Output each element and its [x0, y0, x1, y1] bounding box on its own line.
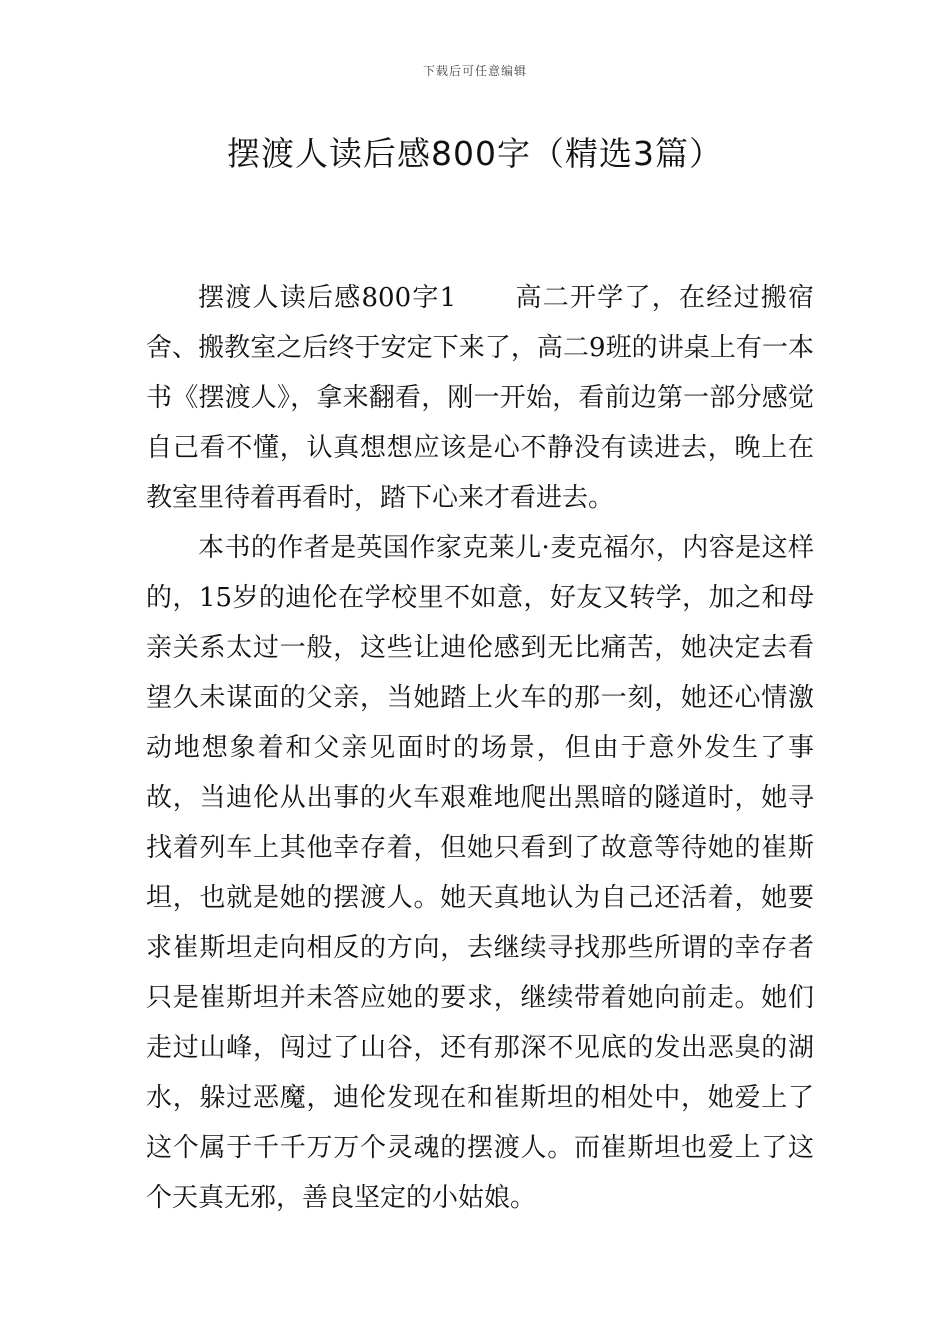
paragraph-1-text: 高二开学了，在经过搬宿舍、搬教室之后终于安定下来了，高二9班的讲桌上有一本书《摆渡人》，拿来翻看，刚一开始，看前边第一部分感觉自己看不懂，认真想想应该是心不静没有读进去，晚上在教室里待着再看时，踏下心来才看进去。	[146, 283, 814, 513]
document-title: 摆渡人读后感800字（精选3篇）	[227, 134, 723, 173]
document-body	[146, 273, 814, 1223]
paragraph-2: 本书的作者是英国作家克莱儿·麦克福尔，内容是这样的，15岁的迪伦在学校里不如意，好友又转学，加之和母亲关系太过一般，这些让迪伦感到无比痛苦，她决定去看望久未谋面的父亲，当她踏上火车的那一刻，她还心情激动地想象着和父亲见面时的场景，但由于意外发生了事故，当迪伦从出事的火车艰难地爬出黑暗的隧道时，她寻找着列车上其他幸存着，但她只看到了故意等待她的崔斯坦，也就是她的摆渡人。她天真地认为自己还活着，她要求崔斯坦走向相反的方向，去继续寻找那些所谓的幸存者只是崔斯坦并未答应她的要求，继续带着她向前走。她们走过山峰，闯过了山谷，还有那深不见底的发出恶臭的湖水，躲过恶魔，迪伦发现在和崔斯坦的相处中，她爱上了这个属于千千万万个灵魂的摆渡人。而崔斯坦也爱上了这个天真无邪，善良坚定的小姑娘。	[146, 533, 814, 1213]
header-note: 下载后可任意编辑	[422, 64, 527, 78]
paragraph-1	[146, 273, 814, 523]
section-heading: 摆渡人读后感800字1	[198, 283, 457, 313]
